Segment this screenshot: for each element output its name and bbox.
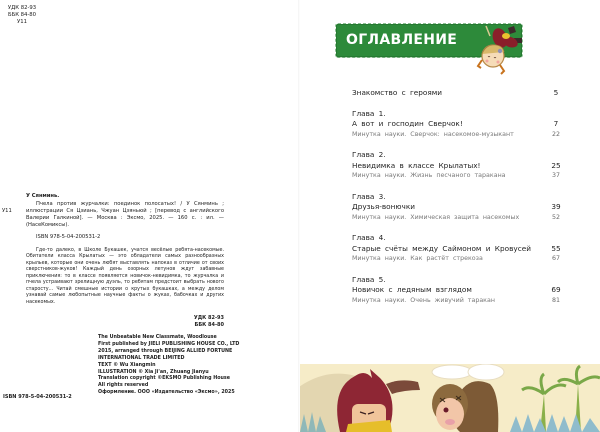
- bbk-code: ББК 84-80: [194, 322, 224, 328]
- udk-code: УДК 82-93: [193, 315, 224, 321]
- toc-entry[interactable]: [352, 202, 566, 213]
- author-name: У Сянминь.: [26, 193, 60, 199]
- toc-science-entry[interactable]: [352, 171, 566, 182]
- toc-chapter-3: [352, 192, 566, 224]
- imprint-line: TEXT © Wu Xiangmin: [98, 362, 156, 368]
- toc-page-number: 55: [551, 243, 561, 253]
- toc-page-number: 39: [551, 202, 561, 211]
- toc-entry-title: Старые счёты между Саймоном и Кровусей: [352, 243, 531, 253]
- imprint-line: Translation copyright ©EKSMO Publishing House: [98, 376, 231, 382]
- imprint-line: The Unbeatable New Classmate, Woodlouse: [98, 335, 217, 340]
- chapter-label: Глава 3.: [352, 191, 386, 201]
- cartoon-illustration: [300, 364, 600, 432]
- imprint-line: First published by JIELI PUBLISHING HOUSE CO., LTD: [98, 341, 240, 347]
- toc-chapter-1: [352, 109, 566, 141]
- toc-entry-title: А вот и господин Сверчок!: [352, 119, 463, 128]
- toc-science-entry[interactable]: [352, 130, 566, 141]
- isbn-bottom: ISBN 978-5-04-200531-2: [3, 394, 72, 400]
- imprint-line: ILLUSTRATION © Xia Ji'an, Zhuang Jianyu: [98, 369, 209, 375]
- toc-chapter-4: [352, 233, 566, 265]
- toc-entry[interactable]: [352, 244, 566, 255]
- table-of-contents: [352, 88, 566, 306]
- toc-page-number: 37: [551, 172, 560, 179]
- toc-page-number: 7: [553, 119, 559, 128]
- author-sign: У11: [17, 19, 27, 25]
- imprint-line: Оформление. ООО «Издательство «Эксмо», 2025: [98, 390, 235, 396]
- toc-page-number: 81: [551, 296, 560, 304]
- chapter-label: Глава 4.: [352, 233, 386, 242]
- imprint-line: All rights reserved: [98, 383, 149, 389]
- toc-entry-title: Невидимка в классе Крылатых!: [352, 160, 481, 170]
- toc-science-title: Минутка науки. Очень живучий таракан: [352, 296, 495, 304]
- toc-science-entry[interactable]: [352, 296, 566, 307]
- toc-entry[interactable]: [352, 119, 566, 130]
- toc-science-entry[interactable]: [352, 213, 566, 224]
- toc-entry-title: Друзья-вонючки: [352, 202, 415, 211]
- imprint-line: INTERNATIONAL TRADE LIMITED: [98, 355, 185, 361]
- toc-science-entry[interactable]: [352, 254, 566, 265]
- toc-science-title: Минутка науки. Жизнь песчаного таракана: [352, 172, 506, 179]
- bbk-code: ББК 84-80: [7, 12, 37, 18]
- classification-codes-bottom: [180, 315, 224, 329]
- toc-chapter-5: [352, 275, 566, 307]
- isbn-line: ISBN 978-5-04-200531-2: [36, 234, 101, 241]
- contents-banner: [336, 24, 522, 57]
- toc-page-number: 69: [551, 285, 561, 294]
- author-sign-side: У11: [2, 208, 12, 214]
- toc-chapter-2: [352, 150, 566, 182]
- bibliographic-record: [26, 193, 224, 306]
- toc-entry-intro[interactable]: [352, 88, 566, 99]
- chapter-label: Глава 5.: [352, 274, 386, 284]
- chapter-label: Глава 1.: [352, 108, 386, 118]
- toc-entry[interactable]: [352, 161, 566, 172]
- chapter-label: Глава 2.: [352, 150, 386, 159]
- toc-entry-title: Новичок с ледяным взглядом: [352, 285, 472, 294]
- toc-page-number: 67: [551, 255, 560, 262]
- toc-science-title: Минутка науки. Сверчок: насекомое-музыкант: [352, 130, 514, 138]
- contents-title: ОГЛАВЛЕНИЕ: [346, 32, 458, 48]
- imprint-line: 2015, arranged through BEIJING ALLIED FORTUNE: [98, 348, 233, 354]
- imprint-block: [98, 335, 240, 397]
- toc-page-number: 52: [551, 213, 560, 221]
- toc-page-number: 5: [553, 88, 559, 97]
- right-page-contents: [300, 0, 600, 432]
- toc-page-number: 22: [551, 130, 560, 138]
- toc-science-title: Минутка науки. Как растёт стрекоза: [352, 255, 483, 262]
- bee-mascot-icon: [470, 24, 522, 76]
- bibliographic-description: Пчела против журчалки: поединок полосатых! / У Сянминь ; иллюстрации Ся Цзиань, Чжуан Цзяньюй ; [перевод с английского Валерии Галкиной]. — Москва : Эксмо, 2025. — 160 с. : ил. — (НасеКомиксы).: [26, 201, 224, 229]
- toc-science-title: Минутка науки. Химическая защита насекомых: [352, 213, 520, 221]
- toc-page-number: 25: [551, 160, 561, 170]
- toc-entry[interactable]: [352, 285, 566, 296]
- annotation: Где-то далеко, в Школе Букашек, учатся весёлые ребята-насекомые. Обитатели класса Крылатых — это обладатели самых разнообразных крыльев, которые они очень любят выставлять напоказ в отличие от своих сверстников-жуков! Каждый день озорных летунов ждут забавные приключения: то в классе появляется новичок-невидимка, то журчалка и пчела устраивают зрелищную дуэль, то ребятам предстоит выбрать нового старосту... Читай смешные истории о крутых букашках, а между делом узнавай самые любопытные научные факты о жуках, бабочках и других насекомых.: [26, 247, 224, 305]
- classification-codes-top: [5, 5, 39, 26]
- udk-code: УДК 82-93: [7, 5, 37, 11]
- toc-entry-title: Знакомство с героями: [352, 88, 443, 97]
